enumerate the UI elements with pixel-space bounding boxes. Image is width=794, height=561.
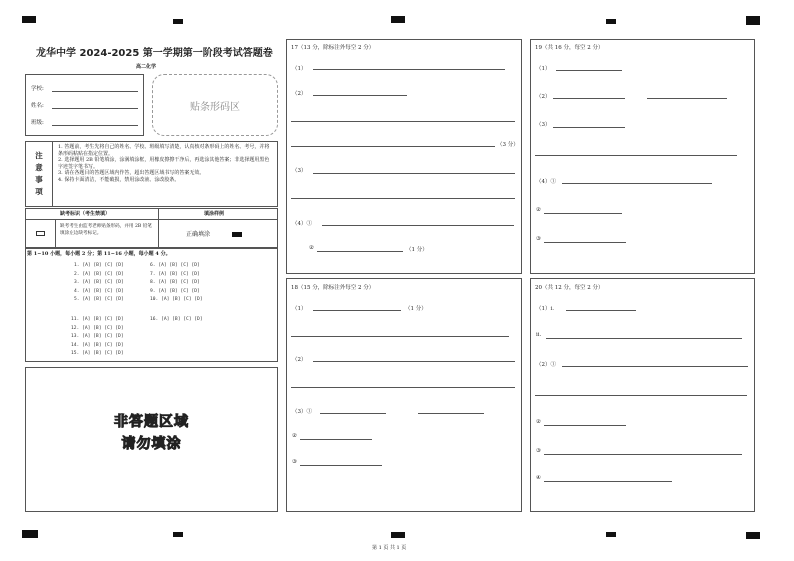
q17-part2-label: （2） bbox=[292, 91, 307, 97]
q17-part4-label: （4）① bbox=[292, 221, 312, 227]
correct-fill-label: 正确填涂 bbox=[186, 231, 211, 238]
class-label: 班级: bbox=[31, 120, 44, 126]
q18-part3-label: （3）① bbox=[292, 409, 312, 415]
question-number: 7. bbox=[150, 271, 156, 277]
absent-checkbox[interactable] bbox=[36, 231, 45, 236]
non-answer-text: 非答题区域 请勿填涂 bbox=[114, 414, 189, 452]
q17-part2-answer[interactable] bbox=[313, 95, 407, 96]
q19-part2-answer-b[interactable] bbox=[647, 98, 727, 99]
option-bubbles[interactable]: [A] [B] [C] [D] bbox=[82, 263, 124, 268]
q18-part2-label: （2） bbox=[292, 357, 307, 363]
name-label: 姓名: bbox=[31, 103, 44, 109]
timing-mark bbox=[22, 16, 36, 23]
q17-part4-1-answer[interactable] bbox=[322, 225, 514, 226]
q18-part3-1-answer[interactable] bbox=[320, 413, 386, 414]
option-bubbles[interactable]: [A] [B] [C] [D] bbox=[82, 297, 124, 302]
option-bubbles[interactable]: [A] [B] [C] [D] bbox=[82, 288, 124, 294]
notice-heading: 注 意 事 项 bbox=[35, 151, 43, 196]
correct-fill-sample bbox=[232, 232, 242, 237]
q17-box bbox=[286, 39, 522, 274]
q18-part3-3-label: ③ bbox=[292, 459, 297, 465]
timing-mark bbox=[173, 19, 183, 24]
q20-part2-3-label: ③ bbox=[536, 448, 541, 454]
q18-part1-answer[interactable] bbox=[313, 310, 401, 311]
q18-part2-answer[interactable] bbox=[313, 361, 515, 362]
q20-part1-i-answer[interactable] bbox=[566, 310, 636, 311]
q18-box bbox=[286, 278, 522, 512]
q17-part3-label: （3） bbox=[292, 168, 307, 174]
q19-part4-1-answer[interactable] bbox=[562, 183, 712, 184]
q17-part4-2-answer[interactable] bbox=[317, 251, 403, 252]
q19-part1-label: （1） bbox=[536, 66, 551, 72]
question-number: 4. bbox=[74, 288, 80, 294]
q17-score-1: （1 分） bbox=[406, 247, 428, 253]
q19-part1-answer[interactable] bbox=[556, 70, 622, 71]
q18-part1-answer-line2[interactable] bbox=[291, 336, 509, 337]
q17-part2-answer-line3[interactable] bbox=[291, 146, 495, 147]
q20-part2-label: （2）① bbox=[536, 362, 556, 368]
question-number: 3. bbox=[74, 280, 80, 285]
question-number: 10. bbox=[150, 297, 159, 302]
q19-part4-2-answer[interactable] bbox=[544, 213, 622, 214]
q20-part1-ii-answer[interactable] bbox=[546, 338, 742, 339]
question-number: 1. bbox=[74, 263, 80, 268]
school-label: 学校: bbox=[31, 86, 44, 92]
q18-part3-1-answer-b[interactable] bbox=[418, 413, 484, 414]
notice-item: 4. 保持卡面清洁，不能破损，禁用涂改液、涂改胶条。 bbox=[58, 176, 180, 183]
option-bubbles[interactable]: [A] [B] [C] [D] bbox=[82, 325, 124, 331]
q20-part2-4-answer[interactable] bbox=[544, 481, 672, 482]
option-bubbles[interactable]: [A] [B] [C] [D] bbox=[158, 288, 200, 294]
q17-part1-answer[interactable] bbox=[313, 69, 505, 70]
q18-part3-3-answer[interactable] bbox=[300, 465, 382, 466]
q19-part2-answer[interactable] bbox=[553, 98, 625, 99]
q17-heading: 17（13 分，除标注外每空 2 分） bbox=[291, 45, 375, 51]
choice-heading: 第 1~10 小题，每小题 2 分；第 11~16 小题，每小题 4 分。 bbox=[27, 251, 171, 257]
timing-mark bbox=[22, 530, 38, 538]
q19-heading: 19（共 16 分，每空 2 分） bbox=[535, 45, 604, 51]
option-bubbles[interactable]: [A] [B] [C] [D] bbox=[82, 334, 124, 339]
q19-part4-label: （4）① bbox=[536, 179, 556, 185]
timing-mark bbox=[391, 16, 405, 23]
q20-part1-label: （1）i. bbox=[536, 306, 555, 312]
timing-mark bbox=[173, 532, 183, 537]
timing-mark bbox=[606, 19, 616, 24]
notice-items bbox=[58, 144, 274, 183]
question-number: 13. bbox=[71, 334, 80, 339]
page-number: 第 1 页 共 1 页 bbox=[372, 545, 407, 551]
option-bubbles[interactable]: [A] [B] [C] [D] bbox=[158, 280, 200, 285]
question-number: 8. bbox=[150, 280, 156, 285]
q20-part1-ii-label: ii. bbox=[536, 332, 542, 338]
q20-part2-1-answer-line2[interactable] bbox=[535, 395, 747, 396]
q18-score-1: （1 分） bbox=[405, 306, 427, 312]
absent-heading: 缺考标识（考生禁填） bbox=[60, 211, 111, 217]
timing-mark bbox=[606, 532, 616, 537]
barcode-area: 贴条形码区 bbox=[152, 74, 278, 136]
question-number: 6. bbox=[150, 263, 156, 268]
notice-item: 2. 选择题用 2B 铅笔填涂，涂满填涂框，用橡皮擦擦干净后，再选涂其他答案；非选择题用黑色字迹签字笔书写。 bbox=[58, 157, 270, 170]
q17-part4-2-label: ② bbox=[309, 245, 314, 251]
q19-box bbox=[530, 39, 755, 274]
q19-part3-label: （3） bbox=[536, 122, 551, 128]
q18-part1-label: （1） bbox=[292, 306, 307, 312]
timing-mark bbox=[746, 532, 760, 539]
q20-part2-2-label: ② bbox=[536, 419, 541, 425]
option-bubbles[interactable]: [A] [B] [C] [D] bbox=[82, 280, 124, 285]
q19-part3-answer-line2[interactable] bbox=[535, 155, 737, 156]
q19-part4-3-answer[interactable] bbox=[544, 242, 626, 243]
sample-heading: 填涂样例 bbox=[204, 211, 225, 217]
q18-part2-answer-line2[interactable] bbox=[291, 387, 515, 388]
subject-label: 高二化学 bbox=[136, 64, 157, 70]
q19-part3-answer[interactable] bbox=[553, 127, 625, 128]
q17-part3-answer-line2[interactable] bbox=[291, 198, 515, 199]
question-number: 9. bbox=[150, 288, 156, 294]
q20-part2-1-answer[interactable] bbox=[562, 366, 748, 367]
option-bubbles[interactable]: [A] [B] [C] [D] bbox=[82, 317, 124, 322]
option-bubbles[interactable]: [A] [B] [C] [D] bbox=[158, 271, 200, 277]
notice-item: 3. 请在各题目的答题区域内作答，超出答题区域书写的答案无效。 bbox=[58, 170, 205, 176]
question-number: 12. bbox=[71, 325, 80, 331]
q18-part3-2-answer[interactable] bbox=[300, 439, 372, 440]
question-number: 11. bbox=[71, 317, 80, 322]
option-bubbles[interactable]: [A] [B] [C] [D] bbox=[161, 297, 203, 302]
q19-part2-label: （2） bbox=[536, 94, 551, 100]
q18-part3-2-label: ② bbox=[292, 433, 297, 439]
option-bubbles[interactable]: [A] [B] [C] [D] bbox=[82, 271, 124, 277]
question-number: 16. bbox=[150, 317, 159, 322]
q20-heading: 20（共 12 分，每空 2 分） bbox=[535, 285, 604, 291]
question-number: 14. bbox=[71, 342, 80, 348]
timing-mark bbox=[391, 532, 405, 538]
q18-heading: 18（15 分，除标注外每空 2 分） bbox=[291, 285, 375, 291]
q17-score-3: （3 分） bbox=[497, 142, 519, 148]
q20-part2-3-answer[interactable] bbox=[544, 454, 742, 455]
timing-mark bbox=[746, 16, 760, 25]
option-bubbles[interactable]: [A] [B] [C] [D] bbox=[161, 317, 203, 322]
option-bubbles[interactable]: [A] [B] [C] [D] bbox=[82, 351, 124, 356]
q17-part2-answer-line2[interactable] bbox=[291, 121, 515, 122]
school-field[interactable] bbox=[52, 91, 138, 92]
option-bubbles[interactable]: [A] [B] [C] [D] bbox=[82, 342, 124, 348]
q17-part1-label: （1） bbox=[292, 66, 307, 72]
q19-part4-2-label: ② bbox=[536, 207, 541, 213]
question-number: 2. bbox=[74, 271, 80, 277]
notice-item: 1. 答题前，考生先将自己的姓名、学校、班级填写清楚，认真核对条形码上的姓名、考号，并将条形码粘贴在指定位置。 bbox=[58, 144, 270, 157]
q20-part2-4-label: ④ bbox=[536, 475, 541, 481]
name-field[interactable] bbox=[52, 108, 138, 109]
option-bubbles[interactable]: [A] [B] [C] [D] bbox=[158, 263, 200, 268]
question-number: 5. bbox=[74, 297, 80, 302]
q19-part4-3-label: ③ bbox=[536, 236, 541, 242]
page-title: 龙华中学 2024-2025 第一学期第一阶段考试答题卷 bbox=[36, 48, 273, 59]
class-field[interactable] bbox=[52, 125, 138, 126]
q17-part3-answer[interactable] bbox=[313, 173, 515, 174]
question-number: 15. bbox=[71, 351, 80, 356]
q20-part2-2-answer[interactable] bbox=[544, 425, 626, 426]
absent-text: 缺考考生由监考老师贴条形码，并用 2B 铅笔填涂左边缺考标记。 bbox=[60, 224, 152, 236]
